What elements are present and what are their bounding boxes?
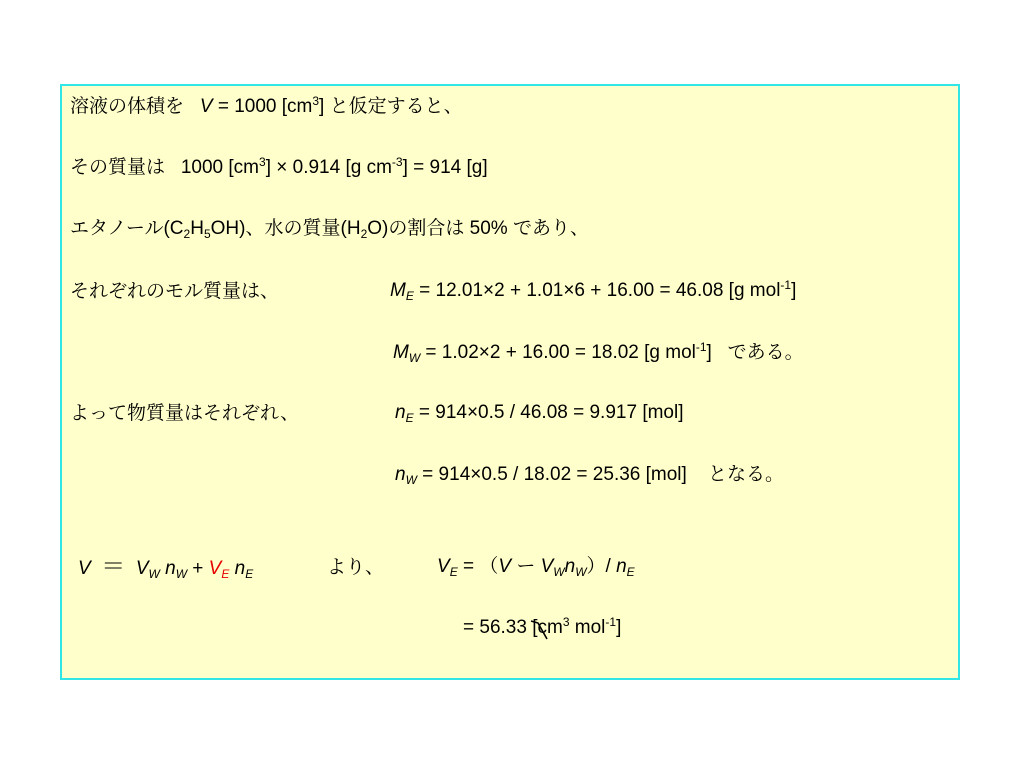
sup: 3 (259, 155, 266, 169)
sub: E (405, 289, 414, 303)
text: である。 (727, 341, 804, 363)
var: V (437, 556, 450, 577)
text: 水の質量 (264, 217, 341, 239)
text: = （ (457, 556, 499, 577)
text: ] (319, 96, 330, 117)
sub: W (148, 567, 160, 581)
var: n (564, 556, 576, 577)
text: ] (616, 617, 622, 638)
text: = 914×0.5 / 46.08 = 9.917 [mol] (413, 402, 684, 423)
text-yori (327, 555, 384, 580)
text: OH)、 (210, 218, 265, 239)
sub: W (553, 565, 565, 579)
text: ] = 914 [g] (402, 157, 488, 178)
text: ] × 0.914 [g cm (265, 157, 392, 178)
text: と仮定すると、 (329, 95, 463, 117)
var-n: n (395, 402, 406, 423)
var-highlight: V (208, 558, 222, 579)
sub: W (408, 351, 421, 365)
line-mass (70, 155, 488, 180)
var: n (234, 558, 246, 579)
sup: -1 (605, 615, 617, 629)
var-n: n (395, 464, 406, 485)
text: = 1000 [cm (212, 96, 313, 117)
sub: E (245, 567, 254, 581)
var-v: V (78, 558, 91, 579)
text: エタノール (70, 217, 164, 239)
text: + (187, 558, 209, 579)
text: = 12.01×2 + 1.01×6 + 16.00 = 46.08 [g mol (413, 280, 781, 301)
sub: W (575, 565, 587, 579)
text: であり、 (512, 217, 589, 239)
sub: 2 (360, 227, 368, 241)
line-ratio (70, 216, 589, 241)
sub: 2 (183, 227, 191, 241)
text: = 56.33 [cm (463, 617, 563, 638)
var-v: V (199, 96, 213, 117)
equation-me (390, 279, 796, 303)
text: それぞれのモル質量は、 (70, 280, 280, 302)
text: その質量は (70, 156, 166, 178)
sup: 3 (312, 94, 320, 108)
line-volume-assumption (70, 94, 463, 119)
sub: E (449, 565, 458, 579)
check-mark-stroke (529, 617, 549, 641)
text: ] (706, 342, 712, 363)
var-m: M (393, 342, 409, 363)
text: ）/ (586, 556, 617, 577)
line-amount-label (70, 401, 299, 426)
sub: E (626, 565, 635, 579)
text: H (190, 218, 204, 239)
line-molar-mass-label (70, 279, 279, 304)
sub: E (405, 411, 414, 425)
sub: 5 (203, 227, 211, 241)
text: = 914×0.5 / 18.02 = 25.36 [mol] (416, 464, 687, 485)
text: の割合は (388, 217, 465, 239)
var: V (135, 558, 149, 579)
equation-mw (393, 340, 804, 365)
text: 50% (464, 218, 513, 239)
equals: ＝ (101, 553, 126, 580)
sup: -1 (695, 340, 707, 354)
sub: E (221, 567, 230, 581)
text: ー (511, 556, 541, 577)
text: ] (791, 280, 797, 301)
sup: 3 (562, 615, 570, 629)
text: mol (569, 617, 606, 638)
var-m: M (390, 280, 406, 301)
text: 1000 [cm (180, 157, 260, 178)
text: よって物質量はそれぞれ、 (70, 402, 300, 424)
text: (H (340, 218, 361, 239)
text: となる。 (707, 463, 784, 485)
sub: W (405, 473, 417, 487)
sup: -1 (780, 278, 792, 292)
sub: W (175, 567, 188, 581)
text: = 1.02×2 + 16.00 = 18.02 [g mol (420, 342, 696, 363)
sup: -3 (391, 155, 403, 169)
text: 溶液の体積を (70, 95, 185, 117)
var: n (616, 556, 627, 577)
equation-ve (437, 555, 635, 579)
text: O) (367, 218, 389, 239)
text: より、 (327, 556, 385, 578)
equation-ne (395, 401, 684, 425)
var: V (498, 556, 512, 577)
var: V (540, 556, 554, 577)
var: n (165, 558, 176, 579)
equation-volume (78, 555, 253, 581)
equation-nw (395, 462, 784, 487)
text: (C (163, 218, 184, 239)
